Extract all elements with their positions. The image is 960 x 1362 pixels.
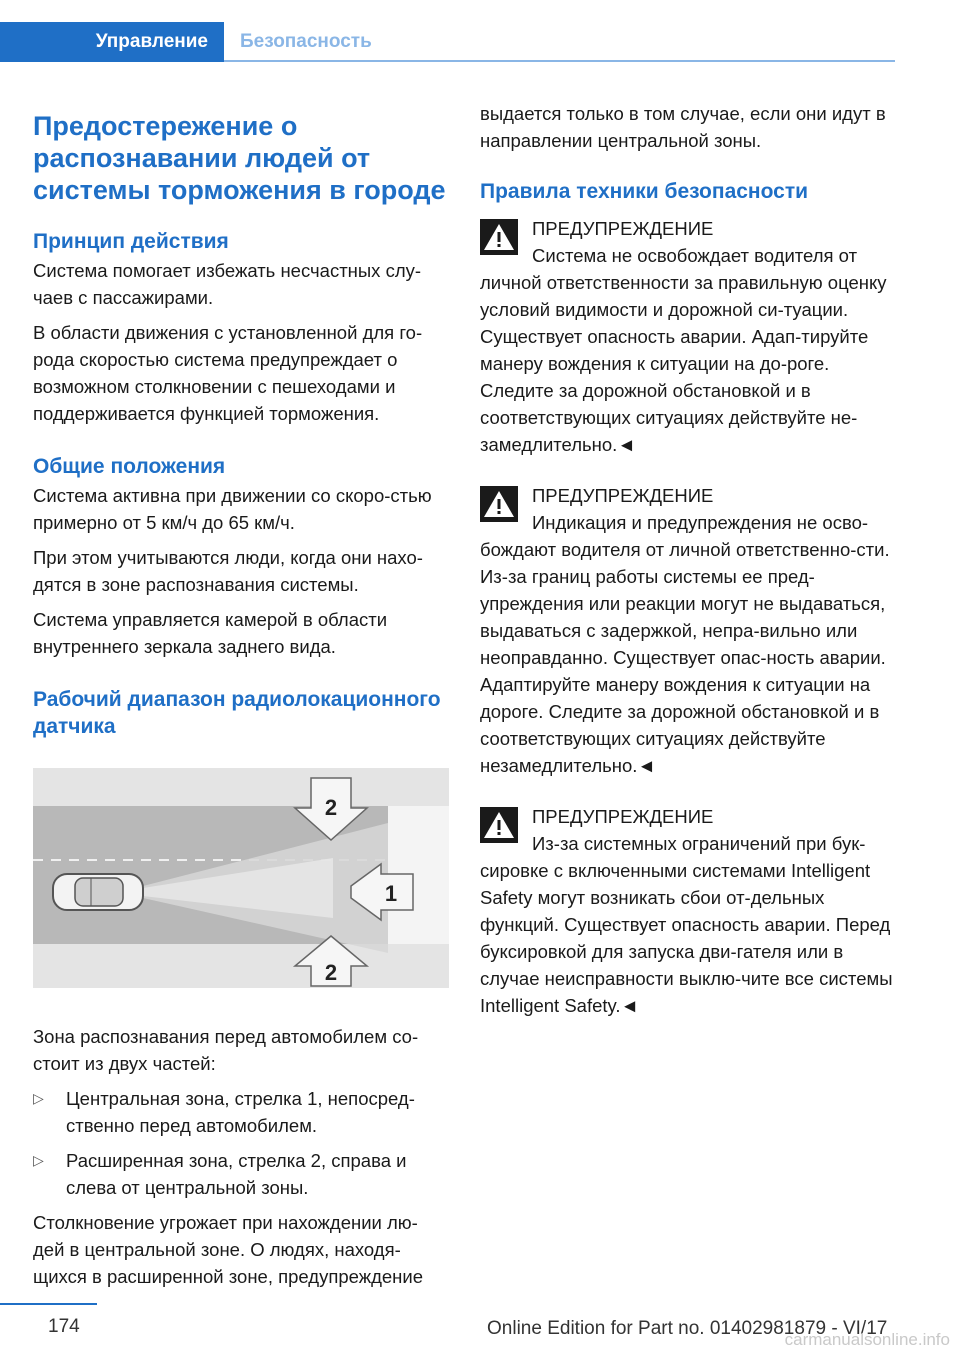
arrow-top-label: 2 (324, 795, 338, 820)
warning-title: ПРЕДУПРЕЖДЕНИЕ (532, 806, 714, 827)
warning-title: ПРЕДУПРЕЖДЕНИЕ (532, 218, 714, 239)
paragraph: выдается только в том случае, если они идут в направлении центральной зоны. (480, 103, 886, 151)
paragraph: Зона распознавания перед автомобилем со-стоит из двух частей: (33, 1026, 419, 1074)
warning-first-line: Система не освобождает водителя от (532, 245, 858, 266)
watermark: carmanualsonline.info (784, 1330, 950, 1349)
header-bar (0, 22, 895, 62)
list-item (33, 1085, 449, 1139)
page-title: Предостережение о распознавании людей от системы торможения в городе (33, 111, 446, 205)
warning-text: бождают водителя от личной ответственно-сти. Из-за границ работы системы ее пред-упреждения или реакции могут не выдаваться, выдаваться с задержкой, непра-вильно или неоправданно. Существует опас-ность аварии. Адаптируйте манеру вождения к ситуации на дороге. Следите за дорожной обстановкой и в соответствующих ситуациях действуйте незамедлительно.◄ (480, 539, 890, 776)
warning-text: личной ответственности за правильную оценку условий видимости и дорожной си-туации. Существует опасность аварии. Адап-тируйте манеру вождения к ситуации на до-роге. Следите за дорожной обстановкой и в соответствующих ситуациях действуйте не-замедлительно.◄ (480, 272, 887, 455)
paragraph: Столкновение угрожает при нахождении лю-дей в центральной зоне. О людях, находя-щихся в расширенной зоне, предупреждение (33, 1212, 424, 1287)
right-column (480, 100, 896, 1043)
list-item-text: Центральная зона, стрелка 1, непосред-ственно перед автомобилем. (66, 1088, 415, 1136)
tab-safety[interactable]: Безопасность (240, 31, 372, 52)
warning-icon (480, 219, 518, 255)
bullet-marker: ▷ (33, 1152, 44, 1168)
tab-controls[interactable]: Управление (0, 22, 224, 62)
warning-title: ПРЕДУПРЕЖДЕНИЕ (532, 485, 714, 506)
list-item (33, 1147, 449, 1201)
detection-zone-illustration (33, 768, 449, 988)
edition-note: Online Edition for Part no. 01402981879 - VI/17 (487, 1318, 888, 1339)
paragraph: Система управляется камерой в области внутреннего зеркала заднего вида. (33, 609, 388, 657)
header-divider (224, 60, 895, 62)
warning-block (480, 803, 896, 1019)
paragraph: При этом учитываются люди, когда они нахо-дятся в зоне распознавания системы. (33, 547, 423, 595)
section-heading-principle: Принцип действия (33, 230, 229, 253)
arrow-bottom-label: 2 (324, 960, 338, 985)
section-heading-range: Рабочий диапазон радиолокационного датчика (33, 688, 441, 738)
paragraph: В области движения с установленной для го-рода скоростью система предупреждает о возможном столкновении с пешеходами и поддерживается функцией торможения. (33, 322, 423, 424)
list-item-text: Расширенная зона, стрелка 2, справа и слева от центральной зоны. (66, 1150, 407, 1198)
warning-block (480, 215, 896, 458)
section-heading-safety: Правила техники безопасности (480, 180, 809, 203)
warning-first-line: Из-за системных ограничений при бук- (532, 833, 866, 854)
paragraph: Система помогает избежать несчастных слу-чаев с пассажирами. (33, 260, 422, 308)
warning-block (480, 482, 896, 779)
arrow-front-label: 1 (384, 881, 398, 906)
page-number: 174 (48, 1316, 80, 1337)
left-column (33, 98, 449, 1298)
bullet-marker: ▷ (33, 1090, 44, 1106)
car-icon (53, 874, 143, 910)
footer-divider (0, 1303, 97, 1305)
warning-icon (480, 486, 518, 522)
warning-text: сировке с включенными системами Intelligent Safety могут возникать сбои от-дельных функций. Существует опасность аварии. Перед буксировкой для запуска дви-гателя или в случае неисправности выклю-чите все системы Intelligent Safety.◄ (480, 860, 893, 1016)
section-heading-general: Общие положения (33, 455, 226, 478)
warning-first-line: Индикация и предупреждения не осво- (532, 512, 869, 533)
paragraph: Система активна при движении со скоро-стью примерно от 5 км/ч до 65 км/ч. (33, 485, 432, 533)
warning-icon (480, 807, 518, 843)
